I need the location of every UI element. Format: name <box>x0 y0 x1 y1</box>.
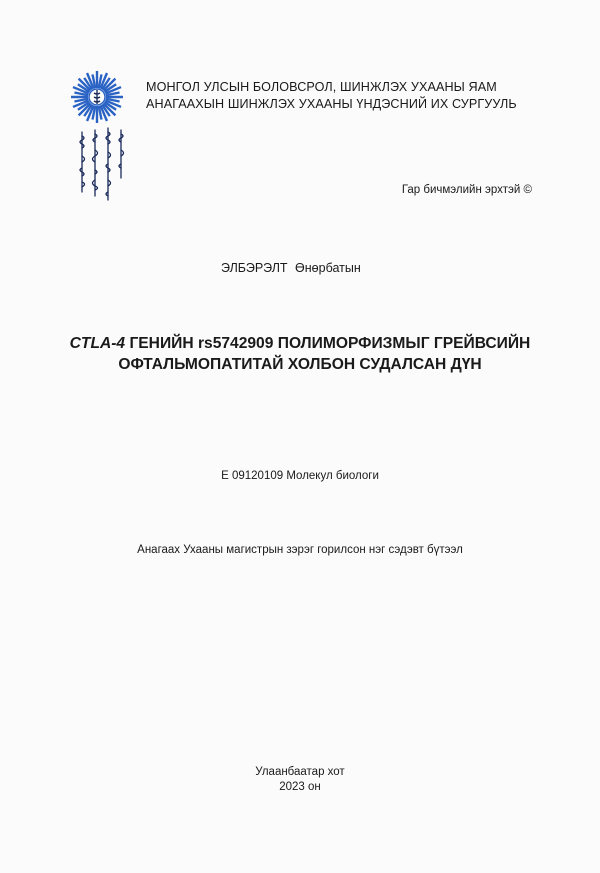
copyright-note: Гар бичмэлийн эрхтэй © <box>401 184 532 196</box>
thesis-title-line-2: ОФТАЛЬМОПАТИТАЙ ХОЛБОН СУДАЛСАН ДҮН <box>118 356 482 373</box>
thesis-title <box>0 333 600 375</box>
mongolian-script-motto <box>80 128 124 200</box>
gene-name: CTLA-4 <box>69 335 126 352</box>
university-emblem-icon <box>66 70 128 204</box>
city: Улаанбаатар хот <box>255 766 345 778</box>
thesis-title-line-1-rest: ГЕНИЙН rs5742909 ПОЛИМОРФИЗМЫГ ГРЕЙВСИЙН <box>125 335 531 352</box>
year: 2023 он <box>279 781 321 793</box>
author-name: ЭЛБЭРЭЛТ Өнөрбатын <box>221 261 361 275</box>
university-name: АНАГААХЫН ШИНЖЛЭХ УХААНЫ ҮНДЭСНИЙ ИХ СУРГУУЛЬ <box>146 97 517 111</box>
place-and-year <box>0 765 600 795</box>
degree-statement: Анагаах Ухааны магистрын зэрэг горилсон нэг сэдэвт бүтээл <box>137 544 463 556</box>
sunburst-emblem <box>71 71 123 123</box>
thesis-title-line-1 <box>0 333 600 354</box>
specialty-code: Е 09120109 Молекул биологи <box>221 470 379 482</box>
institution-heading <box>146 79 517 113</box>
ministry-name: МОНГОЛ УЛСЫН БОЛОВСРОЛ, ШИНЖЛЭХ УХААНЫ ЯАМ <box>146 80 497 94</box>
